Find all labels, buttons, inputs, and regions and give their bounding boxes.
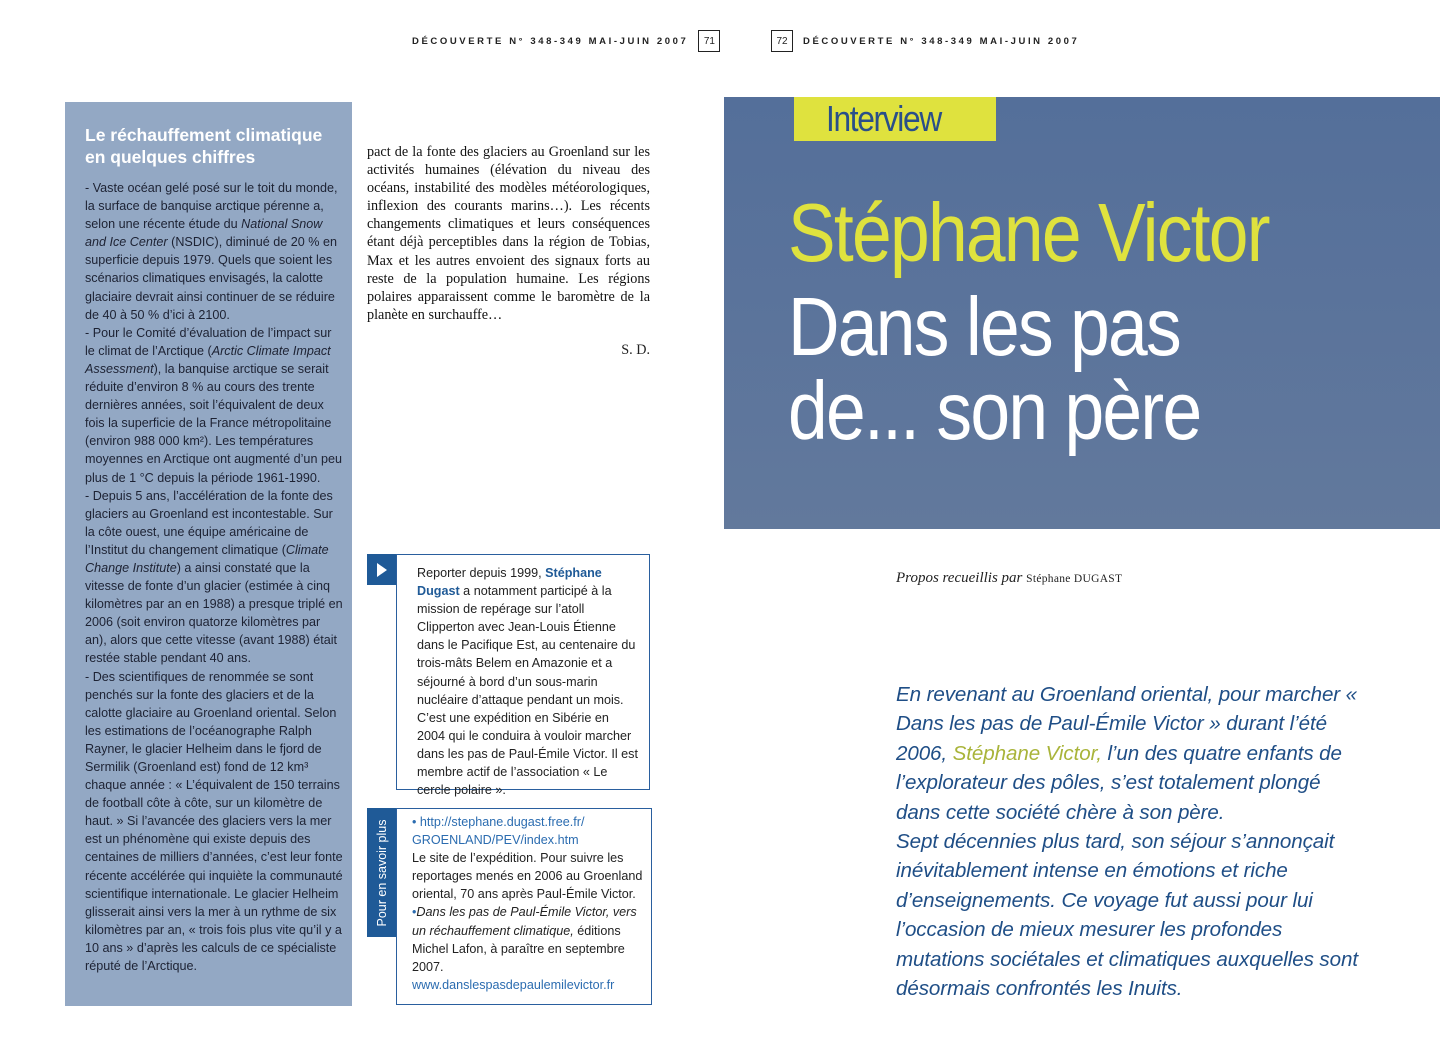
sidebar-paragraph — [85, 324, 343, 487]
bullet: • — [412, 815, 417, 829]
sidebar-text: - Vaste océan gelé posé sur le toit du monde, la surface de banquise arctique pérenne a, selon une récente étude du — [85, 181, 338, 232]
more-info-tab — [367, 808, 396, 937]
more-info-tab-label: Pour en savoir plus — [374, 818, 389, 927]
byline-prefix: Propos recueillis par — [896, 570, 1027, 586]
interviewee-name: Stéphane Victor — [788, 186, 1269, 279]
right-page-number: 72 — [771, 30, 793, 52]
play-arrow-icon — [377, 563, 387, 577]
left-page-number: 71 — [698, 30, 720, 52]
sidebar-italic: Climate Change Institute — [85, 542, 329, 575]
reporter-name: Stéphane Dugast — [417, 566, 602, 599]
hero-banner — [724, 97, 1440, 529]
reporter-bio-box — [396, 554, 650, 798]
interview-label: Interview — [826, 98, 941, 139]
bio-tab — [367, 554, 396, 585]
article-subtitle — [788, 280, 1201, 457]
climate-facts-sidebar — [65, 102, 352, 1006]
article-intro — [896, 680, 1366, 1003]
more-info-box — [396, 808, 652, 1005]
intro-text: En revenant au Groenland oriental, pour marcher « Dans les pas de Paul-Émile Victor » durant l’été 2006, — [896, 683, 1358, 765]
sidebar-italic: National Snow and Ice Center — [85, 217, 323, 250]
bio-lead: Reporter depuis 1999, — [417, 566, 546, 580]
subtitle-line: de... son père — [788, 364, 1201, 457]
author-first-name: Stéphane — [1026, 573, 1071, 585]
sidebar-body — [85, 179, 343, 975]
sidebar-paragraph: - Des scientifiques de renommée se sont penchés sur la fonte des glaciers et de la calotte glaciaire au Groenland oriental. Selon les estimations de l’océanographe Ralph Rayner, le glacier Helheim dans le fjord de Sermilik (Groenland est) fond de 12 km³ chaque année : « L’équivalent de 150 terrains de football côte à côte, sur un kilomètre de haut. » Si l’avancée des glaciers vers la mer est un phénomène qui existe depuis des centaines de milliers d’années, c’est leur fonte récente accélérée qui inquiète la communauté scientifique internationale. Le glacier Helheim glisserait ainsi vers la mer à un rythme de six kilomètres par an, « trois fois plus vite qu’il y a 10 ans » d’après les calculs de ce spécialiste réputé de l’Arctique. — [85, 669, 343, 974]
book-info: éditions Michel Lafon, à paraître en septembre 2007. — [412, 923, 625, 974]
sidebar-title: Le réchauffement climatique en quelques chiffres — [85, 125, 323, 167]
sidebar-text: ), la banquise arctique se serait réduite d’environ 8 % au cours des trente dernières années, soit l’équivalent de deux fois la superficie de la France métropolitaine (environ 988 000 km²). Les températures moyennes en Arctique ont augmenté d’un peu plus de 1 °C depuis la période 1961-1990. — [85, 361, 342, 485]
author-last-name: DUGAST — [1070, 573, 1123, 585]
subtitle-line: Dans les pas — [788, 280, 1180, 373]
intro-text: Sept décennies plus tard, son séjour s’annonçait inévitablement intense en émotions et riche d’enseignements. Ce voyage fut aussi pour lui l’occasion de mieux mesurer les profondes mutations sociétales et climatiques auxquelles sont désormais confrontés les Inuits. — [896, 830, 1358, 1001]
article-text: pact de la fonte des glaciers au Groenland sur les activités humaines (élévation du niveau des océans, instabilité des modèles météorologiques, inflexion des courants marins…). Les récents changements climatiques et leurs conséquences étant déjà perceptibles dans la région de Tobias, Max et les autres envoient des signaux forts au reste de la population humaine. Les régions polaires apparaissent comme le baromètre de la planète en surchauffe… — [367, 144, 650, 323]
sidebar-text: ) a ainsi constaté que la vitesse de fonte d’un glacier (estimée à cinq kilomètres par an en 1988) a presque triplé en 2006 (soit environ quatorze kilomètres par an), alors que cette vitesse (avant 1988) était restée stable pendant 40 ans. — [85, 560, 343, 666]
sidebar-italic: Arctic Climate Impact Assessment — [85, 343, 331, 376]
sidebar-text: - Pour le Comité d’évaluation de l’impact sur le climat de l’Arctique ( — [85, 325, 332, 358]
article-signature: S. D. — [621, 342, 650, 358]
intro-text: l’un des quatre enfants de l’explorateur des pôles, s’est totalement plongé dans cette société chère à son père. — [896, 741, 1342, 824]
sidebar-text: - Depuis 5 ans, l’accélération de la fonte des glaciers au Groenland est incontestable. Sur la côte ouest, une équipe américaine de l’Institut du changement climatique ( — [85, 488, 333, 557]
bio-text: a notamment participé à la mission de repérage sur l’atoll Clipperton avec Jean-Louis Étienne dans le Pacifique Est, au centenaire du trois-mâts Belem en Amazonie et a séjourné à bord d’un sous-marin nucléaire d’attaque pendant un mois. C’est une expédition en Sibérie en 2004 qui le conduira à vouloir marcher dans les pas de Paul-Émile Victor. Il est membre actif de l’association « Le cercle polaire ». — [417, 584, 638, 798]
bullet: • — [412, 905, 417, 920]
book-entry — [412, 903, 643, 975]
sidebar-paragraph — [85, 179, 343, 324]
book-site-link[interactable]: www.danslespasdepaulemilevictor.fr — [412, 977, 615, 992]
link-description: Le site de l’expédition. Pour suivre les reportages menés en 2006 au Groenland oriental, 70 ans après Paul-Émile Victor. — [412, 851, 643, 902]
article-column — [367, 143, 650, 324]
interview-tag — [794, 97, 996, 141]
intro-highlight-name: Stéphane Victor, — [952, 741, 1102, 765]
link-entry — [412, 813, 643, 849]
expedition-site-link[interactable]: http://stephane.dugast.free.fr/ GROENLAND/PEV/index.htm — [412, 815, 585, 848]
book-title: Dans les pas de Paul-Émile Victor, vers un réchauffement climatique, — [412, 905, 637, 938]
left-page-header — [412, 30, 720, 52]
sidebar-text: (NSDIC), diminué de 20 % en superficie depuis 1979. Quels que soient les scénarios climatiques envisagés, la calotte glaciaire devrait ainsi continuer de se réduire de 40 à 50 % d’ici à 2100. — [85, 235, 338, 322]
right-header-text: DÉCOUVERTE N° 348-349 MAI-JUIN 2007 — [803, 35, 1080, 47]
byline — [896, 570, 1122, 587]
sidebar-paragraph — [85, 487, 343, 668]
left-header-text: DÉCOUVERTE N° 348-349 MAI-JUIN 2007 — [412, 35, 689, 47]
right-page-header — [771, 30, 1079, 52]
